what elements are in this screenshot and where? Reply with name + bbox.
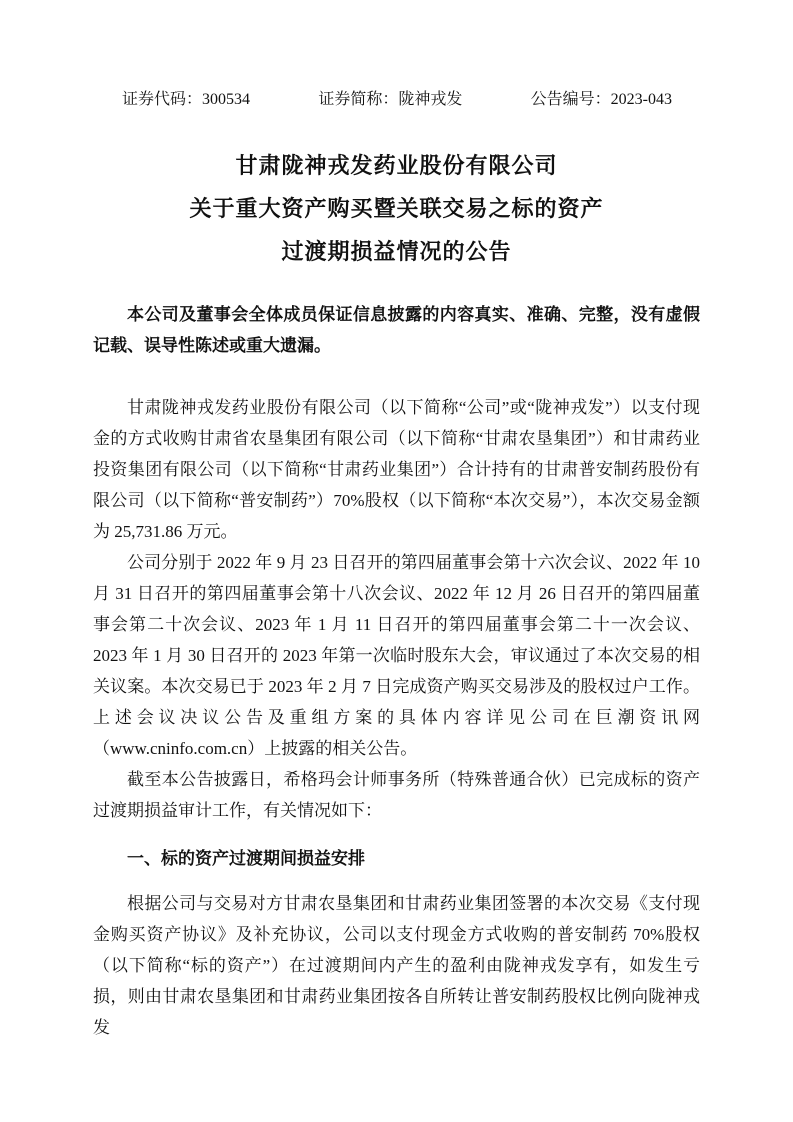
title-line-3: 过渡期损益情况的公告: [281, 239, 512, 264]
document-title: [93, 144, 700, 273]
document-body: [93, 392, 700, 826]
securities-abbr: 证券简称：陇神戎发: [318, 91, 463, 108]
title-line-1: 甘肃陇神戎发药业股份有限公司: [235, 153, 558, 178]
document-header: [93, 90, 700, 110]
disclaimer-statement: 本公司及董事会全体成员保证信息披露的内容真实、准确、完整，没有虚假记载、误导性陈述或重大遗漏。: [93, 305, 700, 355]
paragraph-transaction-overview: 甘肃陇神戎发药业股份有限公司（以下简称“公司”或“陇神戎发”）以支付现金的方式收购甘肃省农垦集团有限公司（以下简称“甘肃农垦集团”）和甘肃药业投资集团有限公司（以下简称“甘肃药业集团”）合计持有的甘肃普安制药股份有限公司（以下简称“普安制药”）70%股权（以下简称“本次交易”），本次交易金额为 25,731.86 万元。: [93, 398, 700, 541]
section-1-paragraph: 根据公司与交易对方甘肃农垦集团和甘肃药业集团签署的本次交易《支付现金购买资产协议》及补充协议，公司以支付现金方式收购的普安制药 70%股权（以下简称“标的资产”）在过渡期间内产生的盈利由陇神戎发享有，如发生亏损，则由甘肃农垦集团和甘肃药业集团按各自所转让普安制药股权比例向陇神戎发: [93, 894, 700, 1037]
securities-code: 证券代码：300534: [122, 91, 251, 108]
announcement-number: 公告编号：2023-043: [530, 91, 672, 108]
section-1-heading: 一、标的资产过渡期间损益安排: [127, 849, 365, 868]
title-line-2: 关于重大资产购买暨关联交易之标的资产: [189, 196, 604, 221]
paragraph-meetings-approvals: 公司分别于 2022 年 9 月 23 日召开的第四届董事会第十六次会议、2022 年 10 月 31 日召开的第四届董事会第十八次会议、2022 年 12 月 26 日召开的第四届董事会第二十次会议、2023 年 1 月 11 日召开的第四届董事会第二十一次会议、2023 年 1 月 30 日召开的 2023 年第一次临时股东大会，审议通过了本次交易的相关议案。本次交易已于 2023 年 2 月 7 日完成资产购买交易涉及的股权过户工作。上述会议决议公告及重组方案的具体内容详见公司在巨潮资讯网（www.cninfo.com.cn）上披露的相关公告。: [93, 553, 700, 758]
paragraph-audit-status: 截至本公告披露日，希格玛会计师事务所（特殊普通合伙）已完成标的资产过渡期损益审计工作，有关情况如下：: [93, 770, 700, 820]
